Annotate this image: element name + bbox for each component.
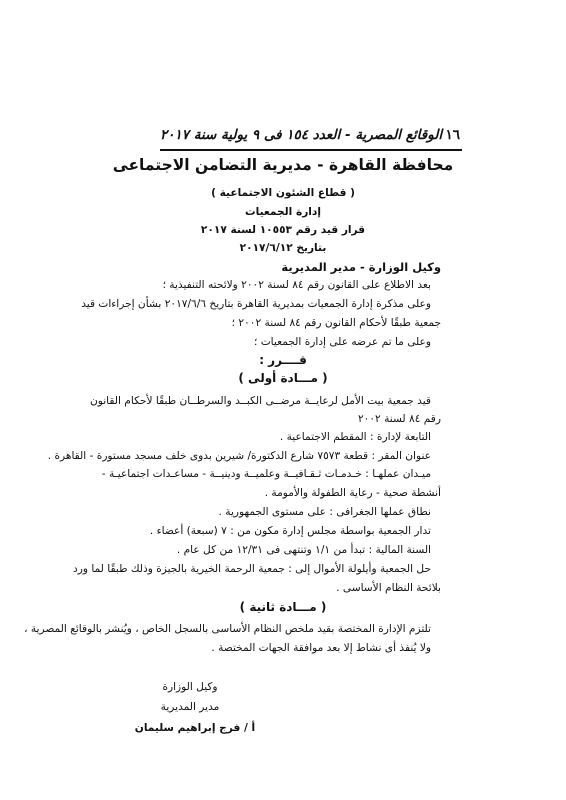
article-line: التابعة لإدارة : المقطم الاجتماعية . [279, 431, 431, 443]
page-number: ١٦ [445, 127, 460, 143]
article-line: تدار الجمعية بواسطة مجلس إدارة مكون من : ٧ (سبعة) أعضاء . [149, 525, 431, 537]
article-line: حل الجمعية وأيلولة الأموال إلى : جمعية الرحمة الخيرية بالجيزة وذلك طبقًا لما ورد [73, 563, 431, 575]
preamble-line: بعد الاطلاع على القانون رقم ٨٤ لسنة ٢٠٠٢ ولائحته التنفيذية ؛ [162, 279, 431, 291]
page-header [160, 127, 460, 147]
signature-title: وكيل الوزارة [162, 681, 218, 693]
decision-number: قرار قيد رقم ١٠٥٥٣ لسنة ٢٠١٧ [200, 224, 366, 236]
sector-line: ( قطاع الشئون الاجتماعية ) [211, 187, 355, 199]
signature-position: مدير المديرية [160, 701, 220, 713]
article-line: ميـدان عملهـا : خـدمـات ثـقـافيــة وعلميــة ودينيــة - مساعـدات اجتماعيـة - [101, 468, 431, 480]
signatory-name: أ / فرج إبراهيم سليمان [134, 722, 256, 734]
department-line: إدارة الجمعيات [244, 206, 321, 218]
issuer-line: وكيل الوزارة - مدير المديرية [281, 260, 441, 274]
decision-date: بتاريخ ٢٠١٧/٦/١٢ [239, 242, 327, 254]
document-title: محافظة القاهرة - مديرية التضامن الاجتماعى [112, 156, 454, 174]
article-line: أنشطة صحية - رعاية الطفولة والأمومة . [264, 487, 441, 499]
article-one-heading: ( مـــادة أولى ) [238, 371, 328, 385]
article-line: عنوان المقر : قطعة ٧٥٧٣ شارع الدكتورة/ شيرين بدوى خلف مسجد مستورة - القاهرة . [47, 450, 431, 462]
article-line: السنة المالية : تبدأ من ١/١ وتنتهى فى ١٢/٣١ من كل عام . [176, 544, 431, 556]
decides-heading: قــــرر : [259, 353, 307, 367]
article-line: نطاق عملها الجغرافى : على مستوى الجمهورية . [218, 506, 431, 518]
header-rule [160, 149, 462, 151]
article-line: قيد جمعية بيت الأمل لرعايــة مرضــى الكبــد والسرطــان طبقًا لأحكام القانون [89, 395, 431, 407]
article-two-heading: ( مـــادة ثانية ) [239, 600, 327, 614]
preamble-line: وعلى مذكرة إدارة الجمعيات بمديرية القاهرة بتاريخ ٢٠١٧/٦/٦ بشأن إجراءات قيد [81, 298, 431, 310]
preamble-line: وعلى ما تم عرضه على إدارة الجمعيات ؛ [253, 336, 431, 348]
article-line: بلائحة النظام الأساسى . [336, 582, 441, 594]
running-title: الوقائع المصرية - العدد ١٥٤ فى ٩ يولية سنة ٢٠١٧ [160, 127, 443, 143]
article-line: ولا يُنفذ أى نشاط إلا بعد موافقة الجهات المختصة . [211, 642, 431, 654]
preamble-line: جمعية طبقًا لأحكام القانون رقم ٨٤ لسنة ٢٠٠٢ ؛ [231, 317, 441, 329]
article-line: رقم ٨٤ لسنة ٢٠٠٢ [357, 413, 441, 425]
article-line: تلتزم الإدارة المختصة بقيد ملخص النظام الأساسى بالسجل الخاص ، ويُنشر بالوقائع المصرية ، [24, 623, 431, 635]
